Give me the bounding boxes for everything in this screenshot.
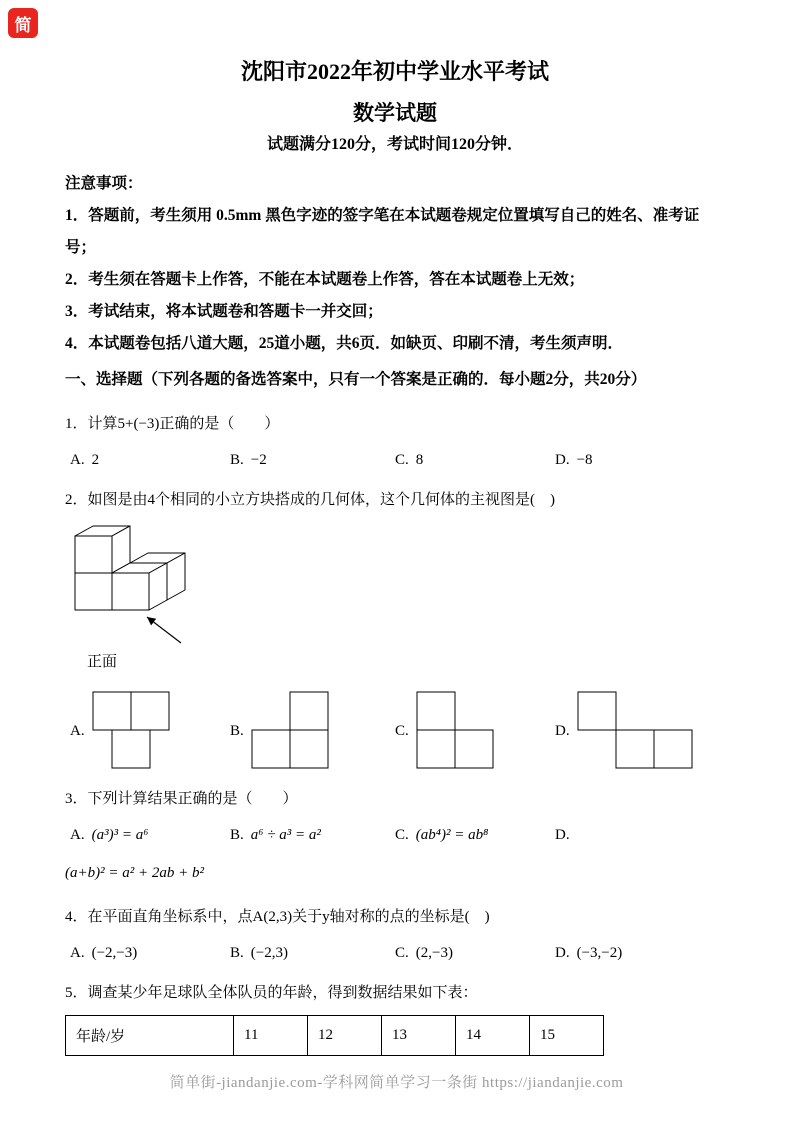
- front-direction-arrow: [147, 617, 181, 643]
- q2-option-b: [230, 691, 395, 771]
- q1-option-b: [230, 448, 395, 472]
- q1-options: [65, 448, 725, 472]
- q3-options: [65, 823, 725, 847]
- notice-item-3: 3．考试结束，将本试题卷和答题卡一并交回；: [65, 303, 383, 320]
- option-text: 8: [415, 452, 424, 468]
- notice-item-4: 4．本试题卷包括八道大题，25道小题，共6页．如缺页、印刷不清，考生须声明．: [65, 335, 624, 352]
- option-label: C.: [395, 452, 409, 468]
- q1-stem: 1．计算5+(−3)正确的是（ ）: [65, 416, 280, 432]
- q4-options: [65, 941, 725, 965]
- notice-item-1: 1．答题前，考生须用 0.5mm 黑色字迹的签字笔在本试题卷规定位置填写自己的姓名、准考证号；: [65, 207, 700, 256]
- q5-age-table: [65, 1015, 604, 1056]
- footer-watermark: 简单街-jiandanjie.com-学科网简单学习一条街 https://jiandanjie.com: [169, 1075, 624, 1091]
- age-value-cell: 15: [530, 1016, 604, 1056]
- option-text: (−3,−2): [576, 945, 623, 961]
- q4-option-d: [555, 941, 725, 965]
- option-label: B.: [230, 452, 244, 468]
- option-label: B.: [230, 723, 244, 739]
- q2-option-d: [555, 691, 725, 771]
- exam-subject: 数学试题: [353, 101, 437, 125]
- option-text: (−2,3): [250, 945, 288, 961]
- q2-option-c-shape: [416, 691, 496, 771]
- option-text: 2: [91, 452, 100, 468]
- jiandanjie-logo: 简: [8, 8, 38, 38]
- q3-stem: 3．下列计算结果正确的是（ ）: [65, 791, 298, 807]
- option-label: D.: [555, 723, 570, 739]
- age-value-cell: 14: [456, 1016, 530, 1056]
- option-text: −2: [250, 452, 267, 468]
- option-label: A.: [70, 452, 85, 468]
- age-value-cell: 13: [382, 1016, 456, 1056]
- option-label: C.: [395, 945, 409, 961]
- q2-option-c: [395, 691, 555, 771]
- q2-stem: 2．如图是由4个相同的小立方块搭成的几何体，这个几何体的主视图是( ): [65, 492, 555, 508]
- option-label: B.: [230, 827, 244, 843]
- age-value-cell: 12: [308, 1016, 382, 1056]
- option-text: (2,−3): [415, 945, 453, 961]
- q2-option-b-shape: [251, 691, 331, 771]
- option-label: A.: [70, 827, 85, 843]
- front-view-label: 正面: [87, 654, 118, 670]
- cube-front-right: [112, 563, 167, 610]
- option-label: A.: [70, 945, 85, 961]
- cube-top-left: [75, 526, 130, 573]
- option-formula: a⁶ ÷ a³ = a²: [250, 827, 321, 843]
- q3-option-a: [65, 823, 230, 847]
- age-value-cell: 11: [234, 1016, 308, 1056]
- q4-stem: 4．在平面直角坐标系中，点A(2,3)关于y轴对称的点的坐标是( ): [65, 909, 490, 925]
- exam-meta: 试题满分120分，考试时间120分钟．: [266, 136, 523, 153]
- option-label: D.: [555, 827, 570, 843]
- q1-option-c: [395, 448, 555, 472]
- q2-option-d-shape: [577, 691, 695, 771]
- q3-option-c: [395, 823, 555, 847]
- q3-option-d-formula: (a+b)² = a² + 2ab + b²: [65, 865, 204, 881]
- option-label: D.: [555, 945, 570, 961]
- option-label: C.: [395, 723, 409, 739]
- q4-option-a: [65, 941, 230, 965]
- q2-options: [65, 691, 725, 771]
- q4-option-b: [230, 941, 395, 965]
- option-text: −8: [576, 452, 593, 468]
- q1-option-a: [65, 448, 230, 472]
- cube-solid-figure: [67, 520, 277, 672]
- option-formula: (a³)³ = a⁶: [91, 827, 149, 843]
- notice-item-2: 2．考生须在答题卡上作答，不能在本试题卷上作答，答在本试题卷上无效；: [65, 271, 585, 288]
- q2-figure: [67, 520, 725, 677]
- option-label: C.: [395, 827, 409, 843]
- option-label: B.: [230, 945, 244, 961]
- section-one-heading: 一、选择题（下列各题的备选答案中，只有一个答案是正确的．每小题2分，共20分）: [65, 371, 647, 388]
- notice-heading: 注意事项：: [65, 175, 143, 192]
- q2-option-a: [65, 691, 230, 771]
- q4-option-c: [395, 941, 555, 965]
- q3-option-b: [230, 823, 395, 847]
- option-formula: (ab⁴)² = ab⁸: [415, 827, 489, 843]
- age-header-cell: 年龄/岁: [66, 1016, 234, 1056]
- table-row: [66, 1016, 604, 1056]
- exam-title: 沈阳市2022年初中学业水平考试: [240, 59, 549, 84]
- option-text: (−2,−3): [91, 945, 138, 961]
- q5-stem: 5．调查某少年足球队全体队员的年龄，得到数据结果如下表：: [65, 985, 478, 1001]
- option-label: D.: [555, 452, 570, 468]
- q3-option-d: [555, 823, 725, 847]
- q1-option-d: [555, 448, 725, 472]
- q2-option-a-shape: [92, 691, 172, 771]
- option-label: A.: [70, 723, 85, 739]
